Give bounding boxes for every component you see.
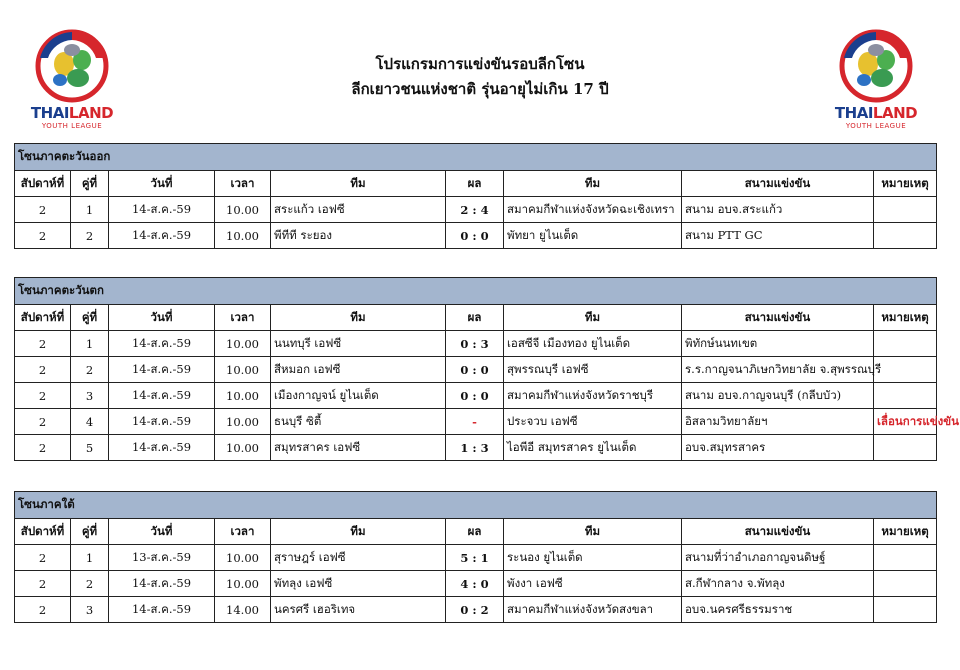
column-header-row bbox=[15, 519, 937, 545]
logo-wordmark: THAILAND bbox=[834, 104, 918, 122]
match-number-cell: 2 bbox=[71, 357, 109, 383]
logo-subtitle: YOUTH LEAGUE bbox=[41, 122, 103, 130]
date-cell: 14-ส.ค.-59 bbox=[109, 357, 215, 383]
home-team-cell: ธนบุรี ซิตี้ bbox=[271, 409, 446, 435]
date-cell: 13-ส.ค.-59 bbox=[109, 545, 215, 571]
venue-cell: สนาม PTT GC bbox=[682, 223, 874, 249]
time-cell: 10.00 bbox=[215, 357, 271, 383]
home-team-cell: นนทบุรี เอฟซี bbox=[271, 331, 446, 357]
column-header: ทีม bbox=[504, 519, 682, 545]
match-number-cell: 2 bbox=[71, 571, 109, 597]
zone-header-row bbox=[15, 492, 937, 519]
score-cell: 5 : 1 bbox=[446, 545, 504, 571]
column-header: สัปดาห์ที่ bbox=[15, 171, 71, 197]
remark-cell: เลื่อนการแข่งขัน bbox=[874, 409, 937, 435]
table-row bbox=[15, 223, 937, 249]
table-row bbox=[15, 409, 937, 435]
column-header: ทีม bbox=[504, 171, 682, 197]
date-cell: 14-ส.ค.-59 bbox=[109, 409, 215, 435]
column-header: คู่ที่ bbox=[71, 171, 109, 197]
column-header: หมายเหตุ bbox=[874, 305, 937, 331]
home-team-cell: นครศรี เฮอริเทจ bbox=[271, 597, 446, 623]
venue-cell: อบจ.สมุทรสาคร bbox=[682, 435, 874, 461]
time-cell: 10.00 bbox=[215, 545, 271, 571]
table-row bbox=[15, 435, 937, 461]
title-line-2: ลีกเยาวชนแห่งชาติ รุ่นอายุไม่เกิน 17 ปี bbox=[351, 80, 609, 98]
remark-cell bbox=[874, 197, 937, 223]
column-header: ทีม bbox=[504, 305, 682, 331]
match-number-cell: 5 bbox=[71, 435, 109, 461]
time-cell: 14.00 bbox=[215, 597, 271, 623]
zone-header-row bbox=[15, 144, 937, 171]
score-cell: 0 : 3 bbox=[446, 331, 504, 357]
date-cell: 14-ส.ค.-59 bbox=[109, 197, 215, 223]
match-number-cell: 2 bbox=[71, 223, 109, 249]
venue-cell: สนาม อบจ.กาญจนบุรี (กลีบบัว) bbox=[682, 383, 874, 409]
venue-cell: ร.ร.กาญจนาภิเษกวิทยาลัย จ.สุพรรณบุรี bbox=[682, 357, 874, 383]
home-team-cell: สีหมอก เอฟซี bbox=[271, 357, 446, 383]
away-team-cell: สมาคมกีฬาแห่งจังหวัดฉะเชิงเทรา bbox=[504, 197, 682, 223]
time-cell: 10.00 bbox=[215, 409, 271, 435]
column-header: สัปดาห์ที่ bbox=[15, 519, 71, 545]
home-team-cell: พีทีที ระยอง bbox=[271, 223, 446, 249]
away-team-cell: ไอพีอี สมุทรสาคร ยูไนเต็ด bbox=[504, 435, 682, 461]
column-header: ทีม bbox=[271, 171, 446, 197]
away-team-cell: สมาคมกีฬาแห่งจังหวัดราชบุรี bbox=[504, 383, 682, 409]
column-header: สนามแข่งขัน bbox=[682, 305, 874, 331]
zone-section bbox=[14, 491, 936, 623]
venue-cell: สนาม อบจ.สระแก้ว bbox=[682, 197, 874, 223]
score-cell: 1 : 3 bbox=[446, 435, 504, 461]
date-cell: 14-ส.ค.-59 bbox=[109, 435, 215, 461]
time-cell: 10.00 bbox=[215, 435, 271, 461]
date-cell: 14-ส.ค.-59 bbox=[109, 597, 215, 623]
zone-name: โซนภาคตะวันตก bbox=[15, 278, 937, 305]
table-row bbox=[15, 545, 937, 571]
column-header: ผล bbox=[446, 171, 504, 197]
match-number-cell: 1 bbox=[71, 545, 109, 571]
column-header: หมายเหตุ bbox=[874, 519, 937, 545]
away-team-cell: ประจวบ เอฟซี bbox=[504, 409, 682, 435]
match-number-cell: 3 bbox=[71, 383, 109, 409]
logo-subtitle: YOUTH LEAGUE bbox=[845, 122, 907, 130]
week-cell: 2 bbox=[15, 383, 71, 409]
table-row bbox=[15, 571, 937, 597]
venue-cell: สนามที่ว่าอำเภอกาญจนดิษฐ์ bbox=[682, 545, 874, 571]
score-cell: 0 : 0 bbox=[446, 223, 504, 249]
column-header: วันที่ bbox=[109, 305, 215, 331]
score-cell: - bbox=[446, 409, 504, 435]
zone-section bbox=[14, 143, 936, 249]
zone-schedule-table bbox=[14, 277, 959, 461]
zone-header-row bbox=[15, 278, 937, 305]
venue-cell: อบจ.นครศรีธรรมราช bbox=[682, 597, 874, 623]
away-team-cell: สมาคมกีฬาแห่งจังหวัดสงขลา bbox=[504, 597, 682, 623]
score-cell: 0 : 0 bbox=[446, 357, 504, 383]
score-cell: 0 : 2 bbox=[446, 597, 504, 623]
title-line-1: โปรแกรมการแข่งขันรอบลีกโซน bbox=[375, 55, 585, 73]
table-row bbox=[15, 597, 937, 623]
column-header: วันที่ bbox=[109, 519, 215, 545]
remark-cell bbox=[874, 545, 937, 571]
time-cell: 10.00 bbox=[215, 197, 271, 223]
remark-cell bbox=[874, 571, 937, 597]
score-cell: 4 : 0 bbox=[446, 571, 504, 597]
column-header: ทีม bbox=[271, 519, 446, 545]
away-team-cell: เอสซีจี เมืองทอง ยูไนเต็ด bbox=[504, 331, 682, 357]
week-cell: 2 bbox=[15, 331, 71, 357]
document-title bbox=[0, 52, 960, 102]
table-row bbox=[15, 357, 937, 383]
time-cell: 10.00 bbox=[215, 571, 271, 597]
zone-schedule-table bbox=[14, 143, 937, 249]
column-header: วันที่ bbox=[109, 171, 215, 197]
column-header: เวลา bbox=[215, 305, 271, 331]
week-cell: 2 bbox=[15, 545, 71, 571]
away-team-cell: ระนอง ยูไนเต็ด bbox=[504, 545, 682, 571]
week-cell: 2 bbox=[15, 197, 71, 223]
column-header: สนามแข่งขัน bbox=[682, 171, 874, 197]
logo-wordmark: THAILAND bbox=[30, 104, 114, 122]
venue-cell: พิทักษ์นนทเขต bbox=[682, 331, 874, 357]
home-team-cell: พัทลุง เอฟซี bbox=[271, 571, 446, 597]
column-header: หมายเหตุ bbox=[874, 171, 937, 197]
week-cell: 2 bbox=[15, 571, 71, 597]
home-team-cell: เมืองกาญจน์ ยูไนเต็ด bbox=[271, 383, 446, 409]
week-cell: 2 bbox=[15, 409, 71, 435]
remark-cell bbox=[874, 597, 937, 623]
zone-name: โซนภาคตะวันออก bbox=[15, 144, 937, 171]
table-row bbox=[15, 383, 937, 409]
remark-cell bbox=[874, 435, 937, 461]
column-header: ผล bbox=[446, 519, 504, 545]
remark-cell bbox=[874, 357, 937, 383]
away-team-cell: พัทยา ยูไนเต็ด bbox=[504, 223, 682, 249]
away-team-cell: พังงา เอฟซี bbox=[504, 571, 682, 597]
home-team-cell: สระแก้ว เอฟซี bbox=[271, 197, 446, 223]
column-header: ผล bbox=[446, 305, 504, 331]
time-cell: 10.00 bbox=[215, 331, 271, 357]
column-header: ทีม bbox=[271, 305, 446, 331]
venue-cell: อิสลามวิทยาลัยฯ bbox=[682, 409, 874, 435]
zone-name: โซนภาคใต้ bbox=[15, 492, 937, 519]
zone-section bbox=[14, 277, 959, 461]
match-number-cell: 1 bbox=[71, 331, 109, 357]
remark-cell bbox=[874, 331, 937, 357]
date-cell: 14-ส.ค.-59 bbox=[109, 331, 215, 357]
match-number-cell: 1 bbox=[71, 197, 109, 223]
table-row bbox=[15, 197, 937, 223]
away-team-cell: สุพรรณบุรี เอฟซี bbox=[504, 357, 682, 383]
venue-cell: ส.กีฬากลาง จ.พัทลุง bbox=[682, 571, 874, 597]
time-cell: 10.00 bbox=[215, 223, 271, 249]
table-row bbox=[15, 331, 937, 357]
remark-cell bbox=[874, 223, 937, 249]
week-cell: 2 bbox=[15, 357, 71, 383]
week-cell: 2 bbox=[15, 597, 71, 623]
score-cell: 2 : 4 bbox=[446, 197, 504, 223]
date-cell: 14-ส.ค.-59 bbox=[109, 571, 215, 597]
time-cell: 10.00 bbox=[215, 383, 271, 409]
week-cell: 2 bbox=[15, 435, 71, 461]
date-cell: 14-ส.ค.-59 bbox=[109, 383, 215, 409]
column-header-row bbox=[15, 171, 937, 197]
column-header: สัปดาห์ที่ bbox=[15, 305, 71, 331]
match-number-cell: 3 bbox=[71, 597, 109, 623]
column-header: เวลา bbox=[215, 171, 271, 197]
home-team-cell: สุราษฎร์ เอฟซี bbox=[271, 545, 446, 571]
remark-cell bbox=[874, 383, 937, 409]
date-cell: 14-ส.ค.-59 bbox=[109, 223, 215, 249]
column-header: คู่ที่ bbox=[71, 519, 109, 545]
column-header: เวลา bbox=[215, 519, 271, 545]
column-header: คู่ที่ bbox=[71, 305, 109, 331]
zone-schedule-table bbox=[14, 491, 937, 623]
home-team-cell: สมุทรสาคร เอฟซี bbox=[271, 435, 446, 461]
match-number-cell: 4 bbox=[71, 409, 109, 435]
column-header-row bbox=[15, 305, 937, 331]
week-cell: 2 bbox=[15, 223, 71, 249]
column-header: สนามแข่งขัน bbox=[682, 519, 874, 545]
score-cell: 0 : 0 bbox=[446, 383, 504, 409]
